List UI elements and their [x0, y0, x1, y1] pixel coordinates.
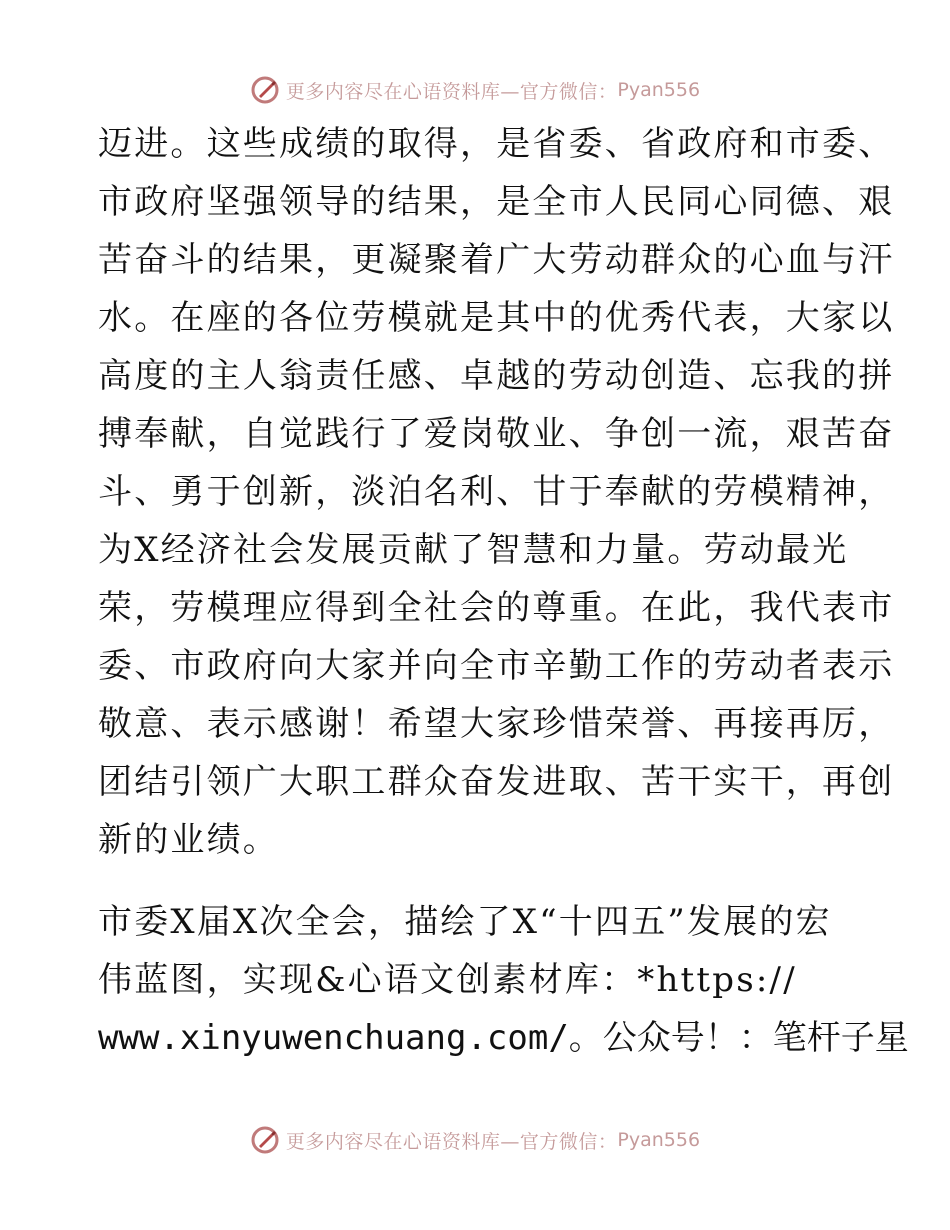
text-line: 伟蓝图，实现&心语文创素材库：*https://: [98, 960, 797, 1000]
text-line: 为X经济社会发展贡献了智慧和力量。劳动最光: [98, 530, 849, 570]
text-line: 荣，劳模理应得到全社会的尊重。在此，我代表市: [98, 588, 895, 628]
text-line: 市委X届X次全会，描绘了X“十四五”发展的宏: [98, 902, 832, 942]
watermark-wechat-id: Pyan556: [617, 79, 701, 101]
watermark-text: 更多内容尽在心语资料库—官方微信：: [285, 1130, 618, 1153]
pen-circle-logo-icon: [250, 1125, 280, 1155]
footer-watermark: [0, 1123, 950, 1157]
text-line: 委、市政府向大家并向全市辛勤工作的劳动者表示: [98, 646, 895, 686]
text-line: www.xinyuwenchuang.com/。公众号！：笔杆子星: [98, 1018, 909, 1058]
text-line: 团结引领广大职工群众奋发进取、苦干实干，再创: [98, 762, 895, 802]
header-watermark: [0, 73, 950, 107]
pen-circle-logo-icon: [250, 75, 280, 105]
text-line: 水。在座的各位劳模就是其中的优秀代表，大家以: [98, 298, 895, 338]
text-line: 新的业绩。: [98, 820, 279, 860]
text-line: 搏奉献，自觉践行了爱岗敬业、争创一流，艰苦奋: [98, 414, 895, 454]
text-line: 斗、勇于创新，淡泊名利、甘于奉献的劳模精神，: [98, 472, 895, 512]
text-line: 市政府坚强领导的结果，是全市人民同心同德、艰: [98, 182, 895, 222]
text-line: 苦奋斗的结果，更凝聚着广大劳动群众的心血与汗: [98, 240, 895, 280]
watermark-text: 更多内容尽在心语资料库—官方微信：: [285, 80, 618, 103]
text-line: 敬意、表示感谢！希望大家珍惜荣誉、再接再厉，: [98, 704, 895, 744]
watermark-wechat-id: Pyan556: [617, 1129, 701, 1151]
text-line: 高度的主人翁责任感、卓越的劳动创造、忘我的拼: [98, 356, 895, 396]
text-line: 迈进。这些成绩的取得，是省委、省政府和市委、: [98, 124, 895, 164]
